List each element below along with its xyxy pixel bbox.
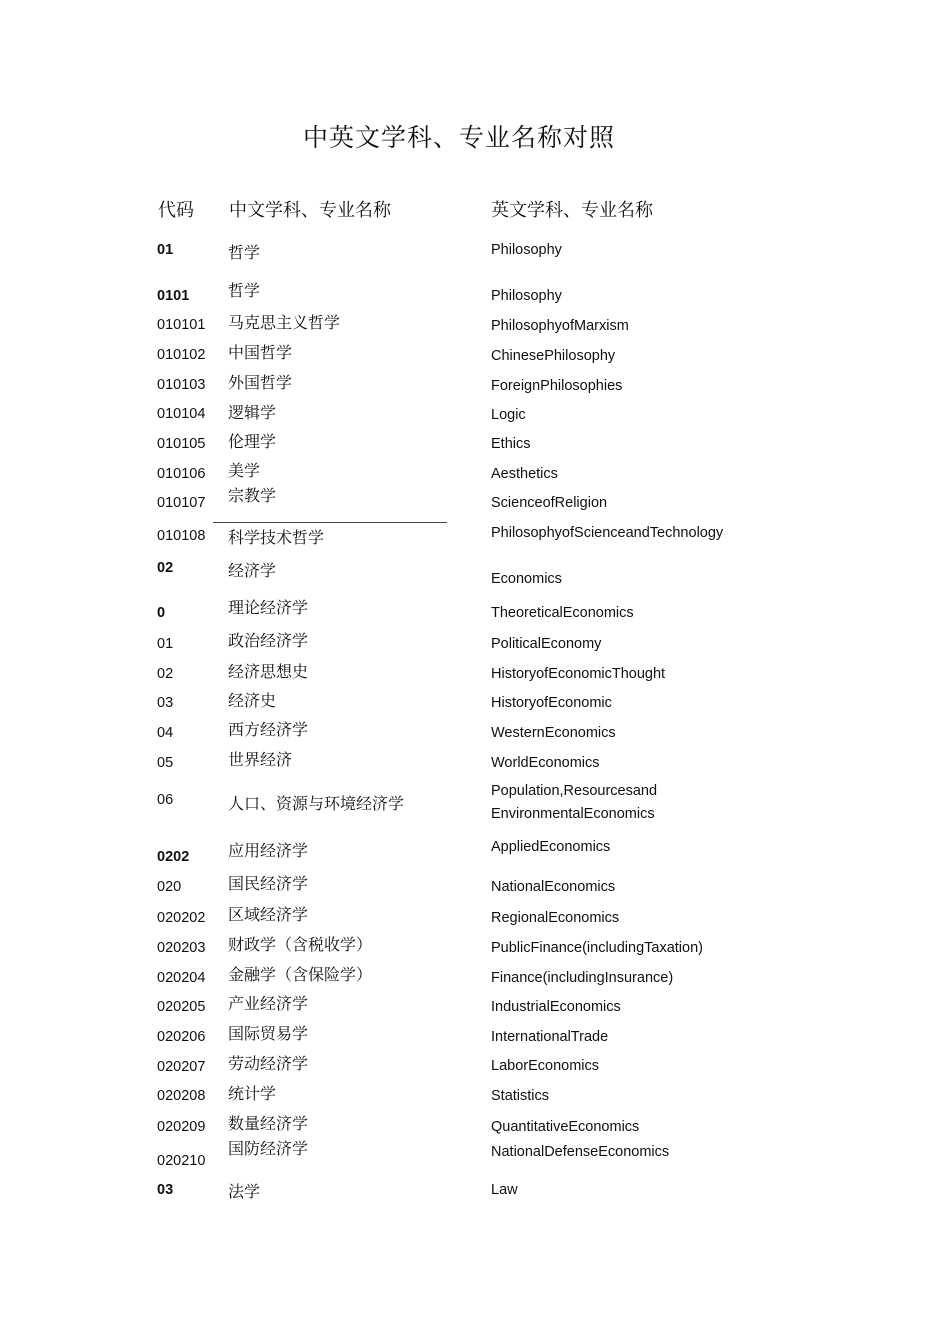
row-code: 05 — [157, 755, 174, 771]
row-code: 02 — [157, 666, 174, 682]
row-name-en: Aesthetics — [491, 466, 558, 482]
row-name-en: IndustrialEconomics — [491, 999, 621, 1015]
row-name-zh: 国民经济学 — [228, 874, 309, 893]
header-code: 代码 — [158, 200, 194, 221]
row-name-zh: 理论经济学 — [228, 598, 309, 617]
row-name-en: Logic — [491, 407, 526, 423]
row-code: 01 — [157, 636, 174, 652]
row-code: 020204 — [157, 970, 206, 986]
row-name-en: Philosophy — [491, 242, 562, 258]
row-name-en: InternationalTrade — [491, 1029, 609, 1045]
header-zh: 中文学科、专业名称 — [229, 200, 391, 221]
row-code: 010104 — [157, 406, 206, 422]
row-name-zh: 产业经济学 — [228, 994, 309, 1013]
row-name-en: LaborEconomics — [491, 1058, 599, 1074]
row-name-en: QuantitativeEconomics — [491, 1119, 640, 1135]
row-code: 010106 — [157, 466, 206, 482]
row-name-zh: 人口、资源与环境经济学 — [228, 794, 405, 813]
row-name-zh: 国际贸易学 — [228, 1024, 309, 1043]
row-name-zh: 中国哲学 — [228, 343, 293, 362]
row-code: 020209 — [157, 1119, 206, 1135]
header-en: 英文学科、专业名称 — [491, 200, 653, 221]
row-code: 01 — [157, 242, 174, 258]
row-name-zh: 哲学 — [228, 243, 261, 262]
row-name-zh: 财政学（含税收学） — [228, 935, 373, 954]
row-code: 0101 — [157, 288, 190, 304]
row-name-zh: 国防经济学 — [228, 1139, 309, 1158]
row-name-zh: 世界经济 — [228, 750, 293, 769]
row-name-en: Ethics — [491, 436, 531, 452]
row-name-en: Philosophy — [491, 288, 562, 304]
row-name-zh: 经济史 — [228, 691, 277, 710]
row-name-zh: 哲学 — [228, 281, 261, 300]
row-name-zh: 数量经济学 — [228, 1114, 309, 1133]
row-name-en: Law — [491, 1182, 518, 1198]
row-name-zh: 金融学（含保险学） — [228, 965, 373, 984]
page-title: 中英文学科、专业名称对照 — [302, 123, 615, 152]
row-name-zh: 马克思主义哲学 — [228, 313, 341, 332]
row-code: 010105 — [157, 436, 206, 452]
row-name-en: HistoryofEconomicThought — [491, 666, 666, 682]
row-name-en: ForeignPhilosophies — [491, 378, 623, 394]
row-code: 020206 — [157, 1029, 206, 1045]
row-name-en: PublicFinance(includingTaxation) — [491, 940, 703, 956]
row-name-zh: 统计学 — [228, 1084, 277, 1103]
row-name-zh: 区域经济学 — [228, 905, 309, 924]
row-name-zh: 劳动经济学 — [228, 1054, 309, 1073]
row-name-zh: 政治经济学 — [228, 631, 309, 650]
row-name-en-line1: Population,Resourcesand — [491, 783, 658, 799]
row-code: 0 — [157, 605, 166, 621]
row-name-zh: 科学技术哲学 — [228, 528, 325, 547]
row-code: 02 — [157, 560, 174, 576]
row-name-en: TheoreticalEconomics — [491, 605, 634, 621]
row-name-en: PoliticalEconomy — [491, 636, 602, 652]
row-code: 020203 — [157, 940, 206, 956]
row-code: 020207 — [157, 1059, 206, 1075]
row-code: 020210 — [157, 1153, 206, 1169]
row-name-en — [491, 780, 657, 826]
row-name-zh: 宗教学 — [228, 486, 277, 505]
row-code: 020202 — [157, 910, 206, 926]
row-code: 06 — [157, 792, 174, 808]
row-name-zh: 外国哲学 — [228, 373, 293, 392]
row-name-zh: 逻辑学 — [228, 403, 277, 422]
row-code: 04 — [157, 725, 174, 741]
row-code: 0202 — [157, 849, 190, 865]
row-name-zh: 应用经济学 — [228, 841, 309, 860]
row-name-en: ScienceofReligion — [491, 495, 608, 511]
row-name-zh: 西方经济学 — [228, 720, 309, 739]
row-code: 010107 — [157, 495, 206, 511]
row-name-en: AppliedEconomics — [491, 839, 611, 855]
row-name-en: PhilosophyofMarxism — [491, 318, 629, 334]
row-code: 010103 — [157, 377, 206, 393]
row-code: 020208 — [157, 1088, 206, 1104]
row-name-en: RegionalEconomics — [491, 910, 620, 926]
row-code: 03 — [157, 1182, 174, 1198]
row-name-en: Finance(includingInsurance) — [491, 970, 674, 986]
row-code: 020205 — [157, 999, 206, 1015]
row-name-en: PhilosophyofScienceandTechnology — [491, 525, 724, 541]
row-name-en: ChinesePhilosophy — [491, 348, 616, 364]
divider-line — [213, 522, 447, 523]
row-name-zh: 法学 — [228, 1182, 261, 1201]
row-name-zh: 美学 — [228, 461, 261, 480]
row-name-zh: 经济思想史 — [228, 662, 309, 681]
row-code: 010102 — [157, 347, 206, 363]
row-name-en: NationalEconomics — [491, 879, 616, 895]
row-name-en: Economics — [491, 571, 562, 587]
row-name-zh: 经济学 — [228, 561, 277, 580]
row-code: 03 — [157, 695, 174, 711]
row-name-en: NationalDefenseEconomics — [491, 1144, 670, 1160]
row-name-zh: 伦理学 — [228, 432, 277, 451]
row-name-en: WorldEconomics — [491, 755, 600, 771]
row-code: 010101 — [157, 317, 206, 333]
row-name-en: HistoryofEconomic — [491, 695, 612, 711]
row-name-en-line2: EnvironmentalEconomics — [491, 806, 655, 822]
row-code: 010108 — [157, 528, 206, 544]
row-name-en: Statistics — [491, 1088, 550, 1104]
row-name-en: WesternEconomics — [491, 725, 616, 741]
row-code: 020 — [157, 879, 182, 895]
